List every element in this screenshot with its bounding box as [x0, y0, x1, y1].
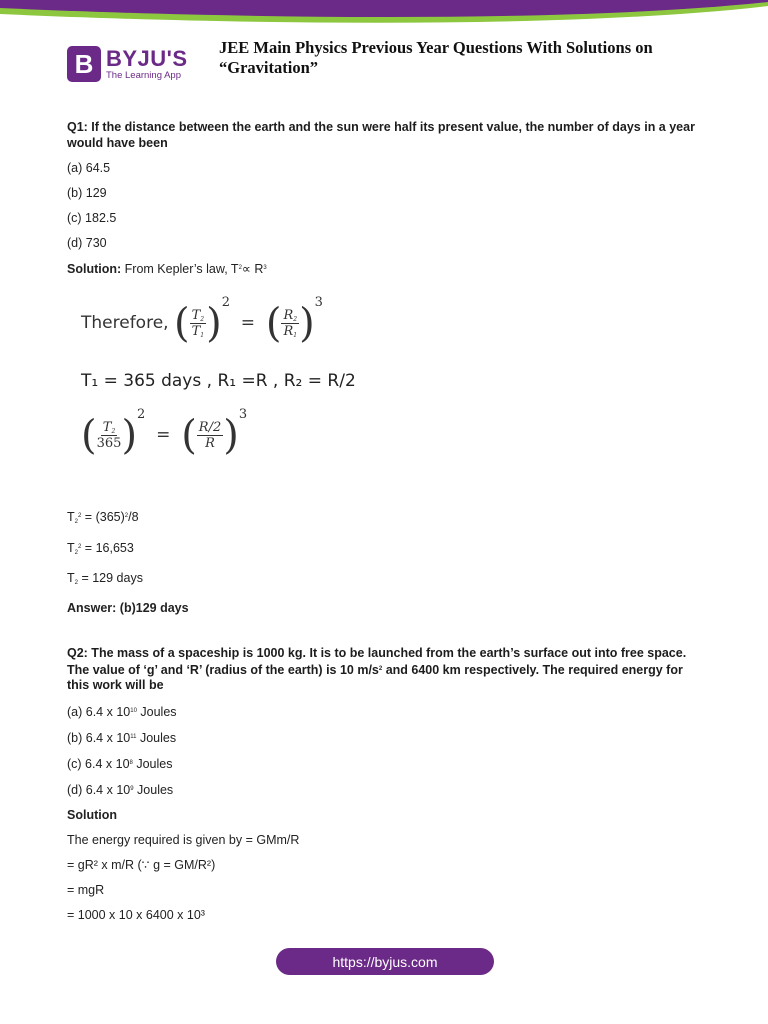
q2-solution-line-1: The energy required is given by = GMm/R [67, 832, 300, 847]
q2-solution-line-4: = 1000 x 10 x 6400 x 10³ [67, 907, 205, 922]
q2-solution-label: Solution [67, 807, 117, 822]
eq1-frac-r: $\frac{R_2}{R_1}$ [283, 308, 298, 339]
q2-option-c: (c) 6.4 x $10^8$ Joules [67, 756, 173, 771]
solution-text: From Kepler’s law, T [124, 262, 239, 276]
eq1-frac-t: $\frac{T_2}{T_1}$ [191, 308, 205, 339]
logo-name: BYJU'S [106, 45, 188, 71]
logo-badge: B [67, 46, 101, 82]
q1-solution-line: Solution: From Kepler’s law, $T^2\propto R^3$ [67, 262, 267, 276]
eq2: T₁ = 365 days , R₁ =R , R₂ = R/2 [81, 371, 356, 391]
q1-step-3: $T_2 = 129$ days [67, 571, 143, 586]
solution-prop: ∝ R [241, 262, 264, 276]
eq1-prefix: Therefore, [81, 313, 169, 333]
q1-option-a: (a) 64.5 [67, 161, 111, 175]
q1-answer: Answer: (b)129 days [67, 601, 189, 615]
question-2: Q2: The mass of a spaceship is 1000 kg. It is to be launched from the earth’s surface out into free space. The value of ‘g’ and ‘R’ (radius of the earth) is 10 $m/s^2$ and 6400 km respectively. The required energy for this work will be [67, 646, 687, 692]
q1-option-d: (d) 730 [67, 236, 107, 250]
q2-option-a: (a) 6.4 x $10^{10}$ Joules [67, 704, 177, 719]
main-content [67, 120, 707, 923]
q2-option-d: (d) 6.4 x $10^9$ Joules [67, 782, 174, 797]
q1-option-c: (c) 182.5 [67, 211, 117, 225]
eq3: ( $\frac{T_2}{365}$ )$^2$ = ( $\frac{R/2}{R}$ )$^3$ [81, 407, 248, 459]
page-title-line-1: JEE Main Physics Previous Year Questions With Solutions on [219, 38, 653, 57]
q1-step-2: $T_2^2 = 16,653$ [67, 541, 134, 556]
byjus-logo [67, 46, 188, 82]
q2-solution-line-3: = mgR [67, 882, 105, 897]
solution-label: Solution: [67, 262, 122, 276]
q1-option-b: (b) 129 [67, 186, 107, 200]
header-wave-bar [0, 0, 768, 28]
equation-block: Therefore, ( $\frac{T_2}{T_1}$ )$^2$ = ( $\frac{R_2}{R_1}$ )$^3$ T₁ = 365 days , R₁ =R , R₂ = R/2 ( $\frac{T_2}{365}$ )$^2$ = ( $\frac{R/2}{R}$ )$^3$ [81, 295, 356, 459]
q2-option-b: (b) 6.4 x $10^{11}$ Joules [67, 730, 177, 745]
footer-url-link[interactable]: https://byjus.com [276, 948, 494, 975]
page-title [219, 38, 739, 78]
logo-tagline: The Learning App [106, 69, 182, 81]
question-1: Q1: If the distance between the earth and the sun were half its present value, the number of days in a year would have been [67, 120, 695, 150]
q1-step-1: $T_2^2 = (365)^2/8$ [67, 510, 139, 525]
q2-solution-line-2: = gR² x m/R (∵ g = GM/R²) [67, 857, 216, 872]
page-title-line-2: “Gravitation” [219, 58, 318, 77]
